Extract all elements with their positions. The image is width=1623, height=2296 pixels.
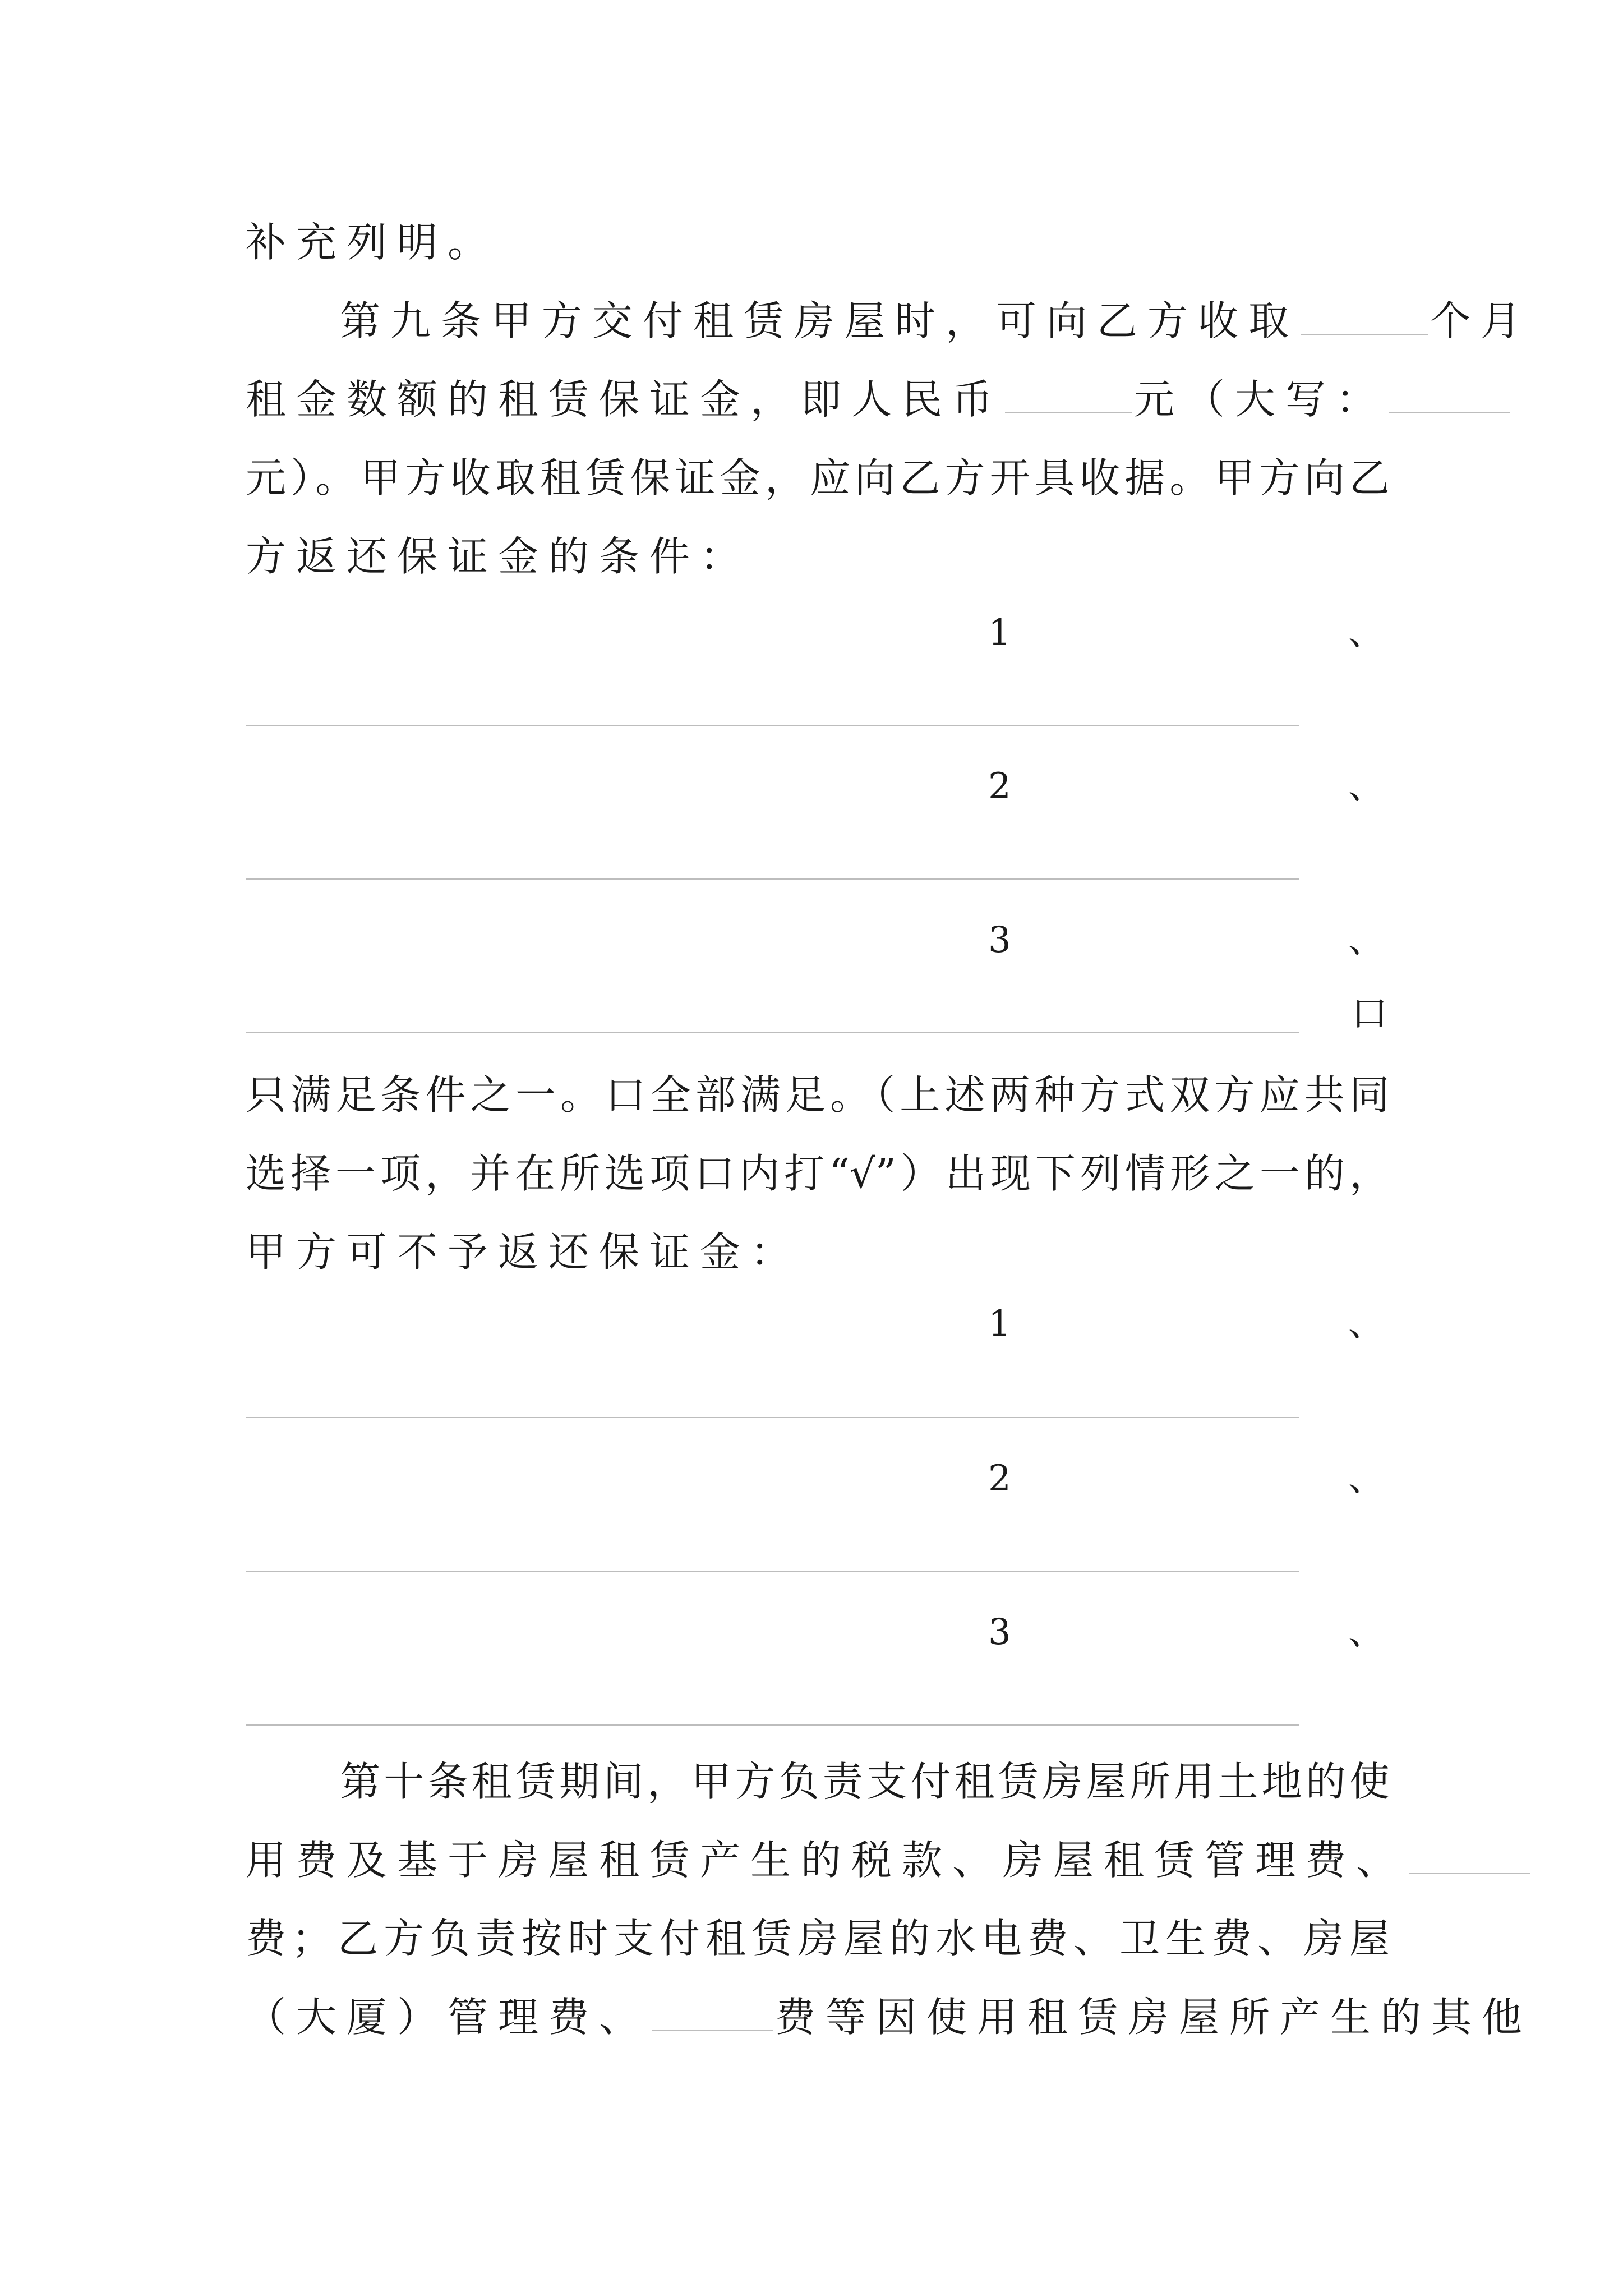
blank-months [1301,301,1428,335]
clause-10-line-1: 第十条租赁期间，甲方负责支付租赁房屋所用土地的使 [340,1758,1390,1805]
condition-number: 2 [988,766,1011,807]
blank-fee-type [652,1998,773,2031]
condition-separator: 、 [1348,766,1384,807]
condition-separator: 、 [1348,1458,1384,1499]
clause-9-line-7: 甲方可不予返还保证金： [246,1228,801,1276]
blank-fee-type [1409,1841,1530,1874]
text-segment: 第九条甲方交付租赁房屋时，可向乙方收取 [340,297,1299,344]
text-segment: 租金数额的租赁保证金，即人民币 [246,376,1003,423]
condition-number: 3 [988,1612,1011,1653]
text-segment: 费等因使用租赁房屋所产生的其他 [775,1994,1533,2041]
fill-in-line [246,878,1299,880]
text-segment: 个月 [1430,297,1532,344]
condition-number: 2 [988,1458,1011,1499]
clause-9-line-3: 元）。甲方收取租赁保证金，应向乙方开具收据。甲方向乙 [246,454,1390,501]
blank-amount-words [1389,380,1510,413]
clause-10-line-3: 费；乙方负责按时支付租赁房屋的水电费、卫生费、房屋 [246,1915,1390,1962]
blank-amount [1005,380,1132,413]
clause-9-line-1 [340,282,1532,360]
clause-9-line-4: 方返还保证金的条件： [246,533,751,580]
condition-number: 3 [988,919,1011,961]
fill-in-line [246,1032,1299,1033]
clause-10-line-2 [246,1821,1407,1899]
condition-separator: 、 [1348,612,1384,654]
clause-9-line-6: 选择一项，并在所选项口内打“√”）出现下列情形之一的， [246,1150,1390,1197]
condition-number: 1 [988,1303,1011,1345]
text-segment: 元（大写： [1134,376,1387,423]
text-line: 补充列明。 [246,219,499,266]
condition-separator: 、 [1348,919,1384,961]
clause-9-line-5: 只满足条件之一。口全部满足。（上述两种方式双方应共同 [246,1071,1390,1119]
checkbox-glyph: 口 [1352,993,1387,1035]
condition-separator: 、 [1348,1612,1384,1653]
fill-in-line [246,1724,1299,1726]
text-segment: （大厦）管理费、 [246,1994,650,2041]
clause-10-line-4 [246,1978,1533,2056]
clause-9-line-2 [246,360,1390,439]
text-segment: 用费及基于房屋租赁产生的税款、房屋租赁管理费、 [246,1837,1407,1884]
fill-in-line [246,725,1299,726]
condition-number: 1 [988,612,1011,654]
fill-in-line [246,1571,1299,1572]
fill-in-line [246,1417,1299,1418]
condition-separator: 、 [1348,1303,1384,1345]
